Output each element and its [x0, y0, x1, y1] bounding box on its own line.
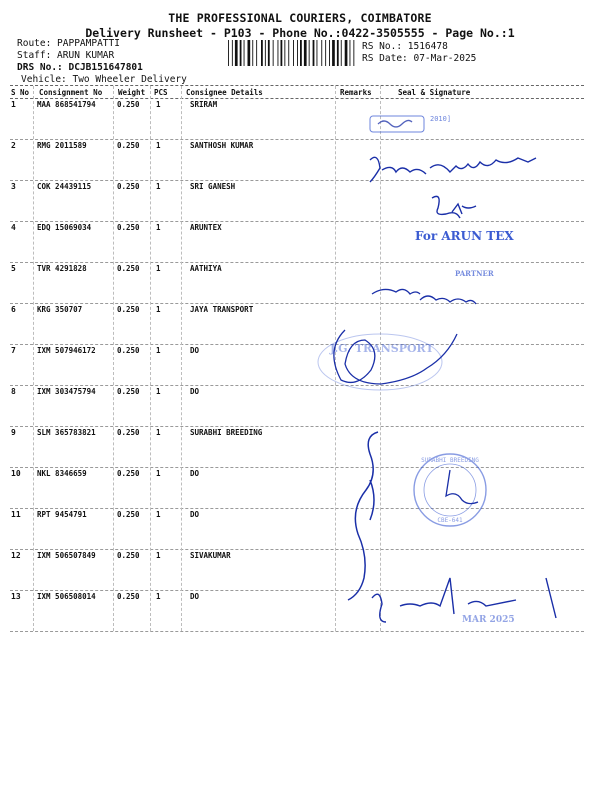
row-sno: 4	[11, 223, 16, 232]
pcs: 1	[156, 223, 161, 232]
weight: 0.250	[117, 182, 140, 191]
row2-signature	[370, 157, 536, 182]
weight: 0.250	[117, 551, 140, 560]
svg-text:2010]: 2010]	[430, 115, 452, 123]
pcs: 1	[156, 100, 161, 109]
consignment-no: IXM 506508014	[37, 592, 96, 601]
weight: 0.250	[117, 387, 140, 396]
document-title: THE PROFESSIONAL COURIERS, COIMBATORE	[168, 11, 432, 25]
row4-signature	[432, 196, 476, 218]
column-consignment: Consignment No	[39, 88, 103, 97]
consignee: SANTHOSH KUMAR	[190, 141, 254, 150]
pcs: 1	[156, 305, 161, 314]
consignment-no: RMG 2011589	[37, 141, 87, 150]
weight: 0.250	[117, 100, 140, 109]
row6-signature	[372, 289, 476, 304]
consignment-no: IXM 507946172	[37, 346, 96, 355]
column-remarks: Remarks	[340, 88, 372, 97]
weight: 0.250	[117, 510, 140, 519]
consignee: DO	[190, 592, 200, 601]
row-sno: 11	[11, 510, 21, 519]
consignee: DO	[190, 387, 200, 396]
weight: 0.250	[117, 469, 140, 478]
pcs: 1	[156, 387, 161, 396]
consignee: DO	[190, 346, 200, 355]
weight: 0.250	[117, 223, 140, 232]
weight: 0.250	[117, 305, 140, 314]
consignee: SRIRAM	[190, 100, 218, 109]
surabhi-ring-text: SURABHI BREEDING	[421, 457, 479, 464]
consignee: DO	[190, 510, 200, 519]
column-weight: Weight	[118, 88, 146, 97]
weight: 0.250	[117, 346, 140, 355]
row-sno: 2	[11, 141, 16, 150]
pcs: 1	[156, 346, 161, 355]
row-sno: 1	[11, 100, 16, 109]
transport-stamp: J.G. TRANSPORT	[330, 342, 434, 355]
row-sno: 12	[11, 551, 21, 560]
row7-signature	[334, 330, 457, 384]
consignment-no: SLM 365783821	[37, 428, 96, 437]
pcs: 1	[156, 469, 161, 478]
consignment-no: IXM 303475794	[37, 387, 96, 396]
consignee: SURABHI BREEDING	[190, 428, 263, 437]
column-seal-signature: Seal & Signature	[398, 88, 471, 97]
consignee: ARUNTEX	[190, 223, 222, 232]
column-sno: S No	[11, 88, 30, 97]
pcs: 1	[156, 428, 161, 437]
row-sno: 8	[11, 387, 16, 396]
surabhi-stamp	[414, 454, 486, 526]
pcs: 1	[156, 141, 161, 150]
aruntex-stamp: For ARUN TEX	[415, 229, 514, 243]
route-label: Route: PAPPAMPATTI	[17, 38, 120, 49]
consignment-no: IXM 506507849	[37, 551, 96, 560]
row-sno: 13	[11, 592, 21, 601]
date-stamp: MAR 2025	[462, 615, 515, 625]
vehicle-label: Vehicle: Two Wheeler Delivery	[21, 74, 187, 85]
consignee: SRI GANESH	[190, 182, 236, 191]
weight: 0.250	[117, 264, 140, 273]
partner-stamp: PARTNER	[455, 269, 494, 278]
consignment-no: EDQ 15069034	[37, 223, 92, 232]
row-sno: 9	[11, 428, 16, 437]
consignment-no: NKL 8346659	[37, 469, 87, 478]
drs-value: DCJB151647801	[68, 62, 143, 73]
consignee: AATHIYA	[190, 264, 222, 273]
rs-date: RS Date: 07-Mar-2025	[362, 53, 477, 64]
row-sno: 6	[11, 305, 16, 314]
consignment-no: TVR 4291828	[37, 264, 87, 273]
surabhi-code-text: CBE-641	[437, 517, 463, 524]
drs-label: DRS No.:	[17, 62, 63, 73]
consignment-no: COK 24439115	[37, 182, 92, 191]
document-subtitle: Delivery Runsheet - P103 - Phone No.:0422-3505555 - Page No.:1	[85, 26, 515, 40]
consignee: DO	[190, 469, 200, 478]
pcs: 1	[156, 182, 161, 191]
pcs: 1	[156, 592, 161, 601]
staff-label: Staff: ARUN KUMAR	[17, 50, 115, 61]
row-sno: 7	[11, 346, 16, 355]
consignee: SIVAKUMAR	[190, 551, 231, 560]
pcs: 1	[156, 510, 161, 519]
row-sno: 10	[11, 469, 21, 478]
consignment-no: RPT 9454791	[37, 510, 87, 519]
row-sno: 3	[11, 182, 16, 191]
rows-9-11-signature	[348, 432, 378, 600]
weight: 0.250	[117, 428, 140, 437]
pcs: 1	[156, 551, 161, 560]
row1-stamp	[370, 115, 451, 132]
consignment-no: KRG 350707	[37, 305, 83, 314]
consignment-no: MAA 868541794	[37, 100, 96, 109]
column-pcs: PCS	[154, 88, 168, 97]
row10-signature	[446, 470, 478, 504]
column-consignee: Consignee Details	[186, 88, 263, 97]
pcs: 1	[156, 264, 161, 273]
rs-number: RS No.: 1516478	[362, 41, 448, 52]
consignee: JAYA TRANSPORT	[190, 305, 254, 314]
weight: 0.250	[117, 592, 140, 601]
row-sno: 5	[11, 264, 16, 273]
weight: 0.250	[117, 141, 140, 150]
